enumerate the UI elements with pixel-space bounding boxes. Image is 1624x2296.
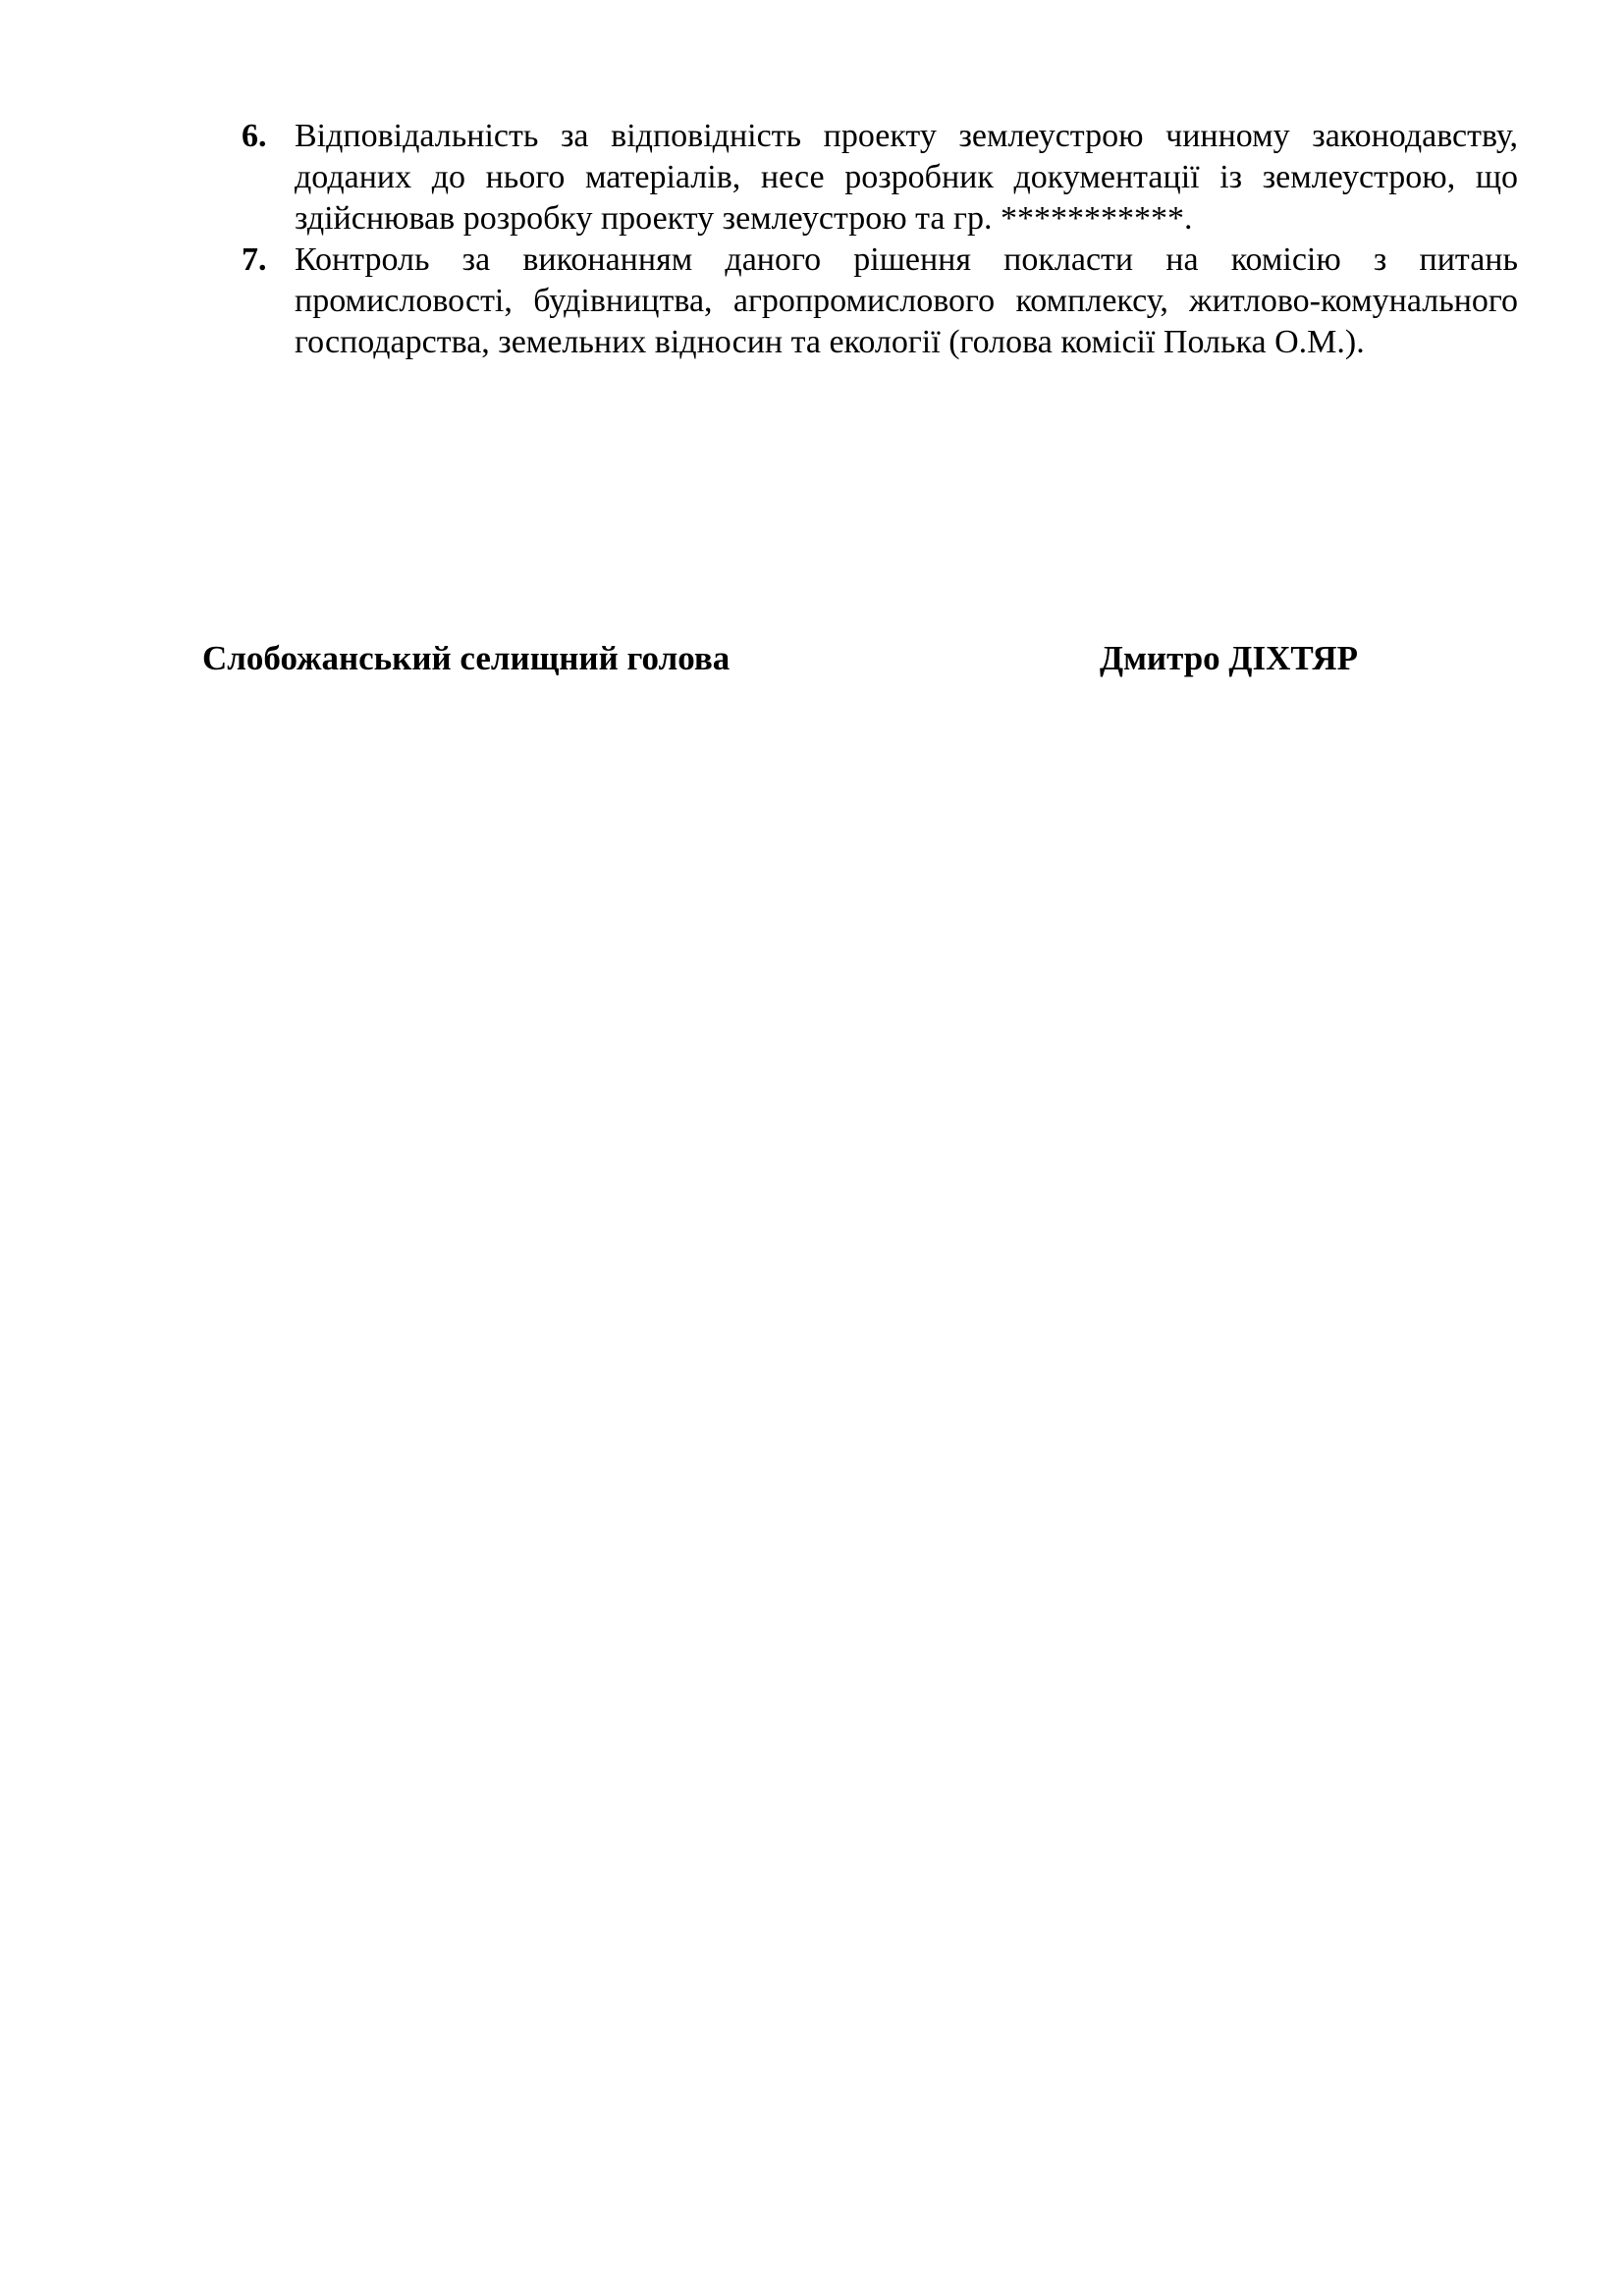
item-number: 6. xyxy=(242,118,267,154)
signatory-position: Слобожанський селищний голова xyxy=(202,639,731,677)
resolution-items-list xyxy=(242,116,1518,363)
list-item xyxy=(242,116,1518,240)
list-item xyxy=(242,240,1518,363)
item-text: Відповідальність за відповідність проекту землеустрою чинному законодавству, доданих до нього матеріалів, несе розробник документації із землеустрою, що здійснював розробку проекту землеустрою та гр. ***********. xyxy=(295,118,1518,237)
item-text: Контроль за виконанням даного рішення покласти на комісію з питань промисловості, будівництва, агропромислового комплексу, житлово-комунального господарства, земельних відносин та екології (голова комісії Полька О.М.). xyxy=(295,241,1518,360)
item-number: 7. xyxy=(242,241,267,278)
signatory-name: Дмитро ДІХТЯР xyxy=(1100,639,1359,677)
